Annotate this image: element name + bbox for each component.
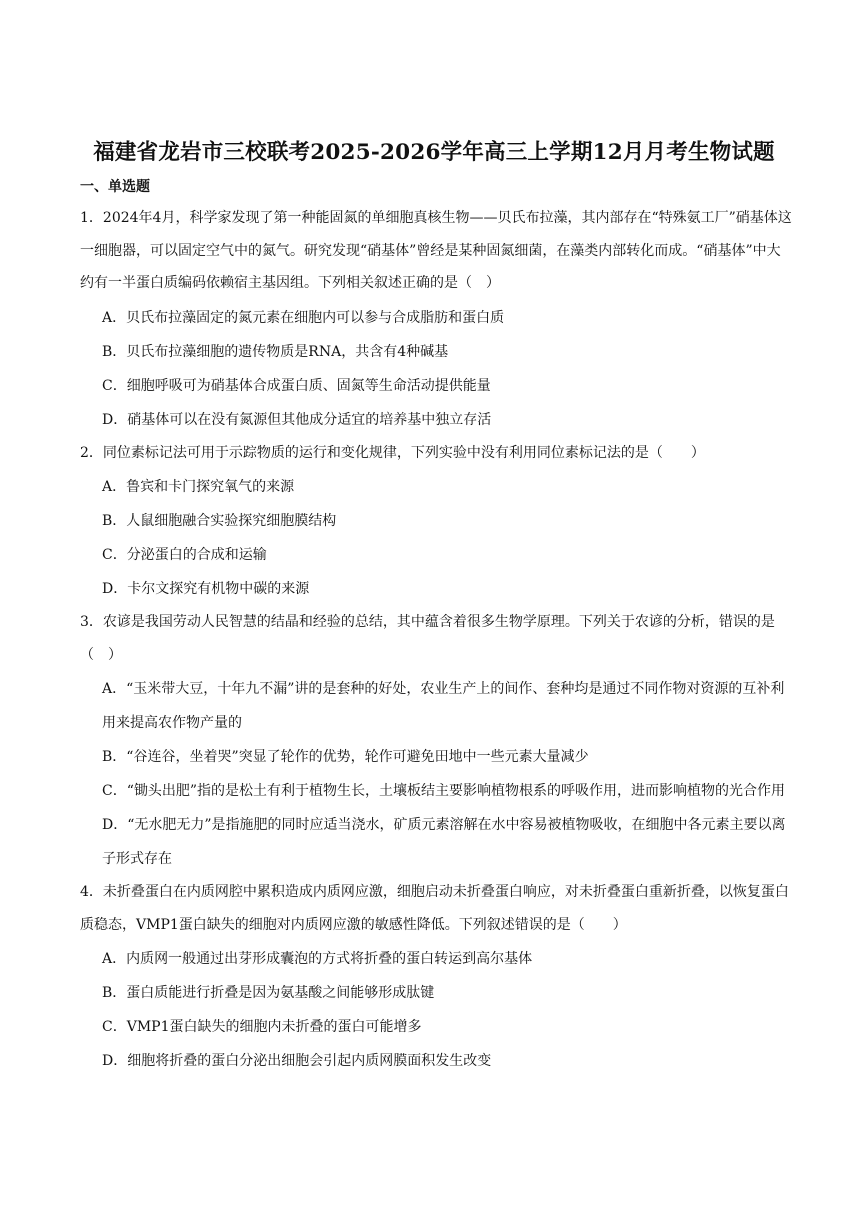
question-list	[80, 202, 794, 1078]
question-1	[80, 202, 794, 437]
option-b: B．“谷连谷，坐着哭”突显了轮作的优势，轮作可避免田地中一些元素大量减少	[102, 749, 589, 765]
option-a: A．鲁宾和卡门探究氧气的来源	[102, 479, 295, 495]
option-a: A．内质网一般通过出芽形成囊泡的方式将折叠的蛋白转运到高尔基体	[102, 951, 533, 967]
option-c: C．“锄头出肥”指的是松土有利于植物生长，土壤板结主要影响植物根系的呼吸作用，进而影响植物的光合作用	[102, 783, 786, 799]
option-c: C．分泌蛋白的合成和运输	[102, 547, 267, 563]
option-c: C．细胞呼吸可为硝基体合成蛋白质、固氮等生命活动提供能量	[102, 377, 491, 394]
question-stem: 4．未折叠蛋白在内质网腔中累积造成内质网应激，细胞启动未折叠蛋白响应，对未折叠蛋白重新折叠，以恢复蛋白质稳态，VMP1蛋白缺失的细胞对内质网应激的敏感性降低。下列叙述错误的是（ ）	[80, 884, 789, 933]
question-3	[80, 606, 794, 876]
question-stem: 3．农谚是我国劳动人民智慧的结晶和经验的总结，其中蕴含着很多生物学原理。下列关于农谚的分析，错误的是（ ）	[80, 614, 775, 663]
option-a: A．贝氏布拉藻固定的氮元素在细胞内可以参与合成脂肪和蛋白质	[102, 309, 505, 326]
question-4	[80, 876, 794, 1078]
question-stem: 1．2024年4月，科学家发现了第一种能固氮的单细胞真核生物——贝氏布拉藻，其内部存在“特殊氨工厂”硝基体这一细胞器，可以固定空气中的氮气。研究发现“硝基体”曾经是某种固氮细菌，在藻类内部转化而成。“硝基体”中大约有一半蛋白质编码依赖宿主基因组。下列相关叙述正确的是（ ）	[80, 210, 792, 291]
question-2	[80, 437, 794, 607]
option-c: C．VMP1蛋白缺失的细胞内未折叠的蛋白可能增多	[102, 1019, 422, 1035]
option-a: A．“玉米带大豆，十年九不漏”讲的是套种的好处，农业生产上的间作、套种均是通过不同作物对资源的互补利用来提高农作物产量的	[102, 681, 785, 731]
option-b: B．蛋白质能进行折叠是因为氨基酸之间能够形成肽键	[102, 985, 435, 1001]
question-stem: 2．同位素标记法可用于示踪物质的运行和变化规律，下列实验中没有利用同位素标记法的是（ ）	[80, 444, 705, 461]
section-heading: 一、单选题	[80, 179, 150, 195]
page-title: 福建省龙岩市三校联考2025-2026学年高三上学期12月月考生物试题	[93, 140, 775, 165]
option-b: B．贝氏布拉藻细胞的遗传物质是RNA，共含有4种碱基	[102, 343, 449, 360]
option-d: D．硝基体可以在没有氮源但其他成分适宜的培养基中独立存活	[102, 411, 492, 428]
option-d: D．卡尔文探究有机物中碳的来源	[102, 581, 310, 597]
option-d: D．“无水肥无力”是指施肥的同时应适当浇水，矿质元素溶解在水中容易被植物吸收，在细胞中各元素主要以离子形式存在	[102, 817, 786, 867]
option-d: D．细胞将折叠的蛋白分泌出细胞会引起内质网膜面积发生改变	[102, 1053, 492, 1069]
option-b: B．人鼠细胞融合实验探究细胞膜结构	[102, 513, 337, 529]
